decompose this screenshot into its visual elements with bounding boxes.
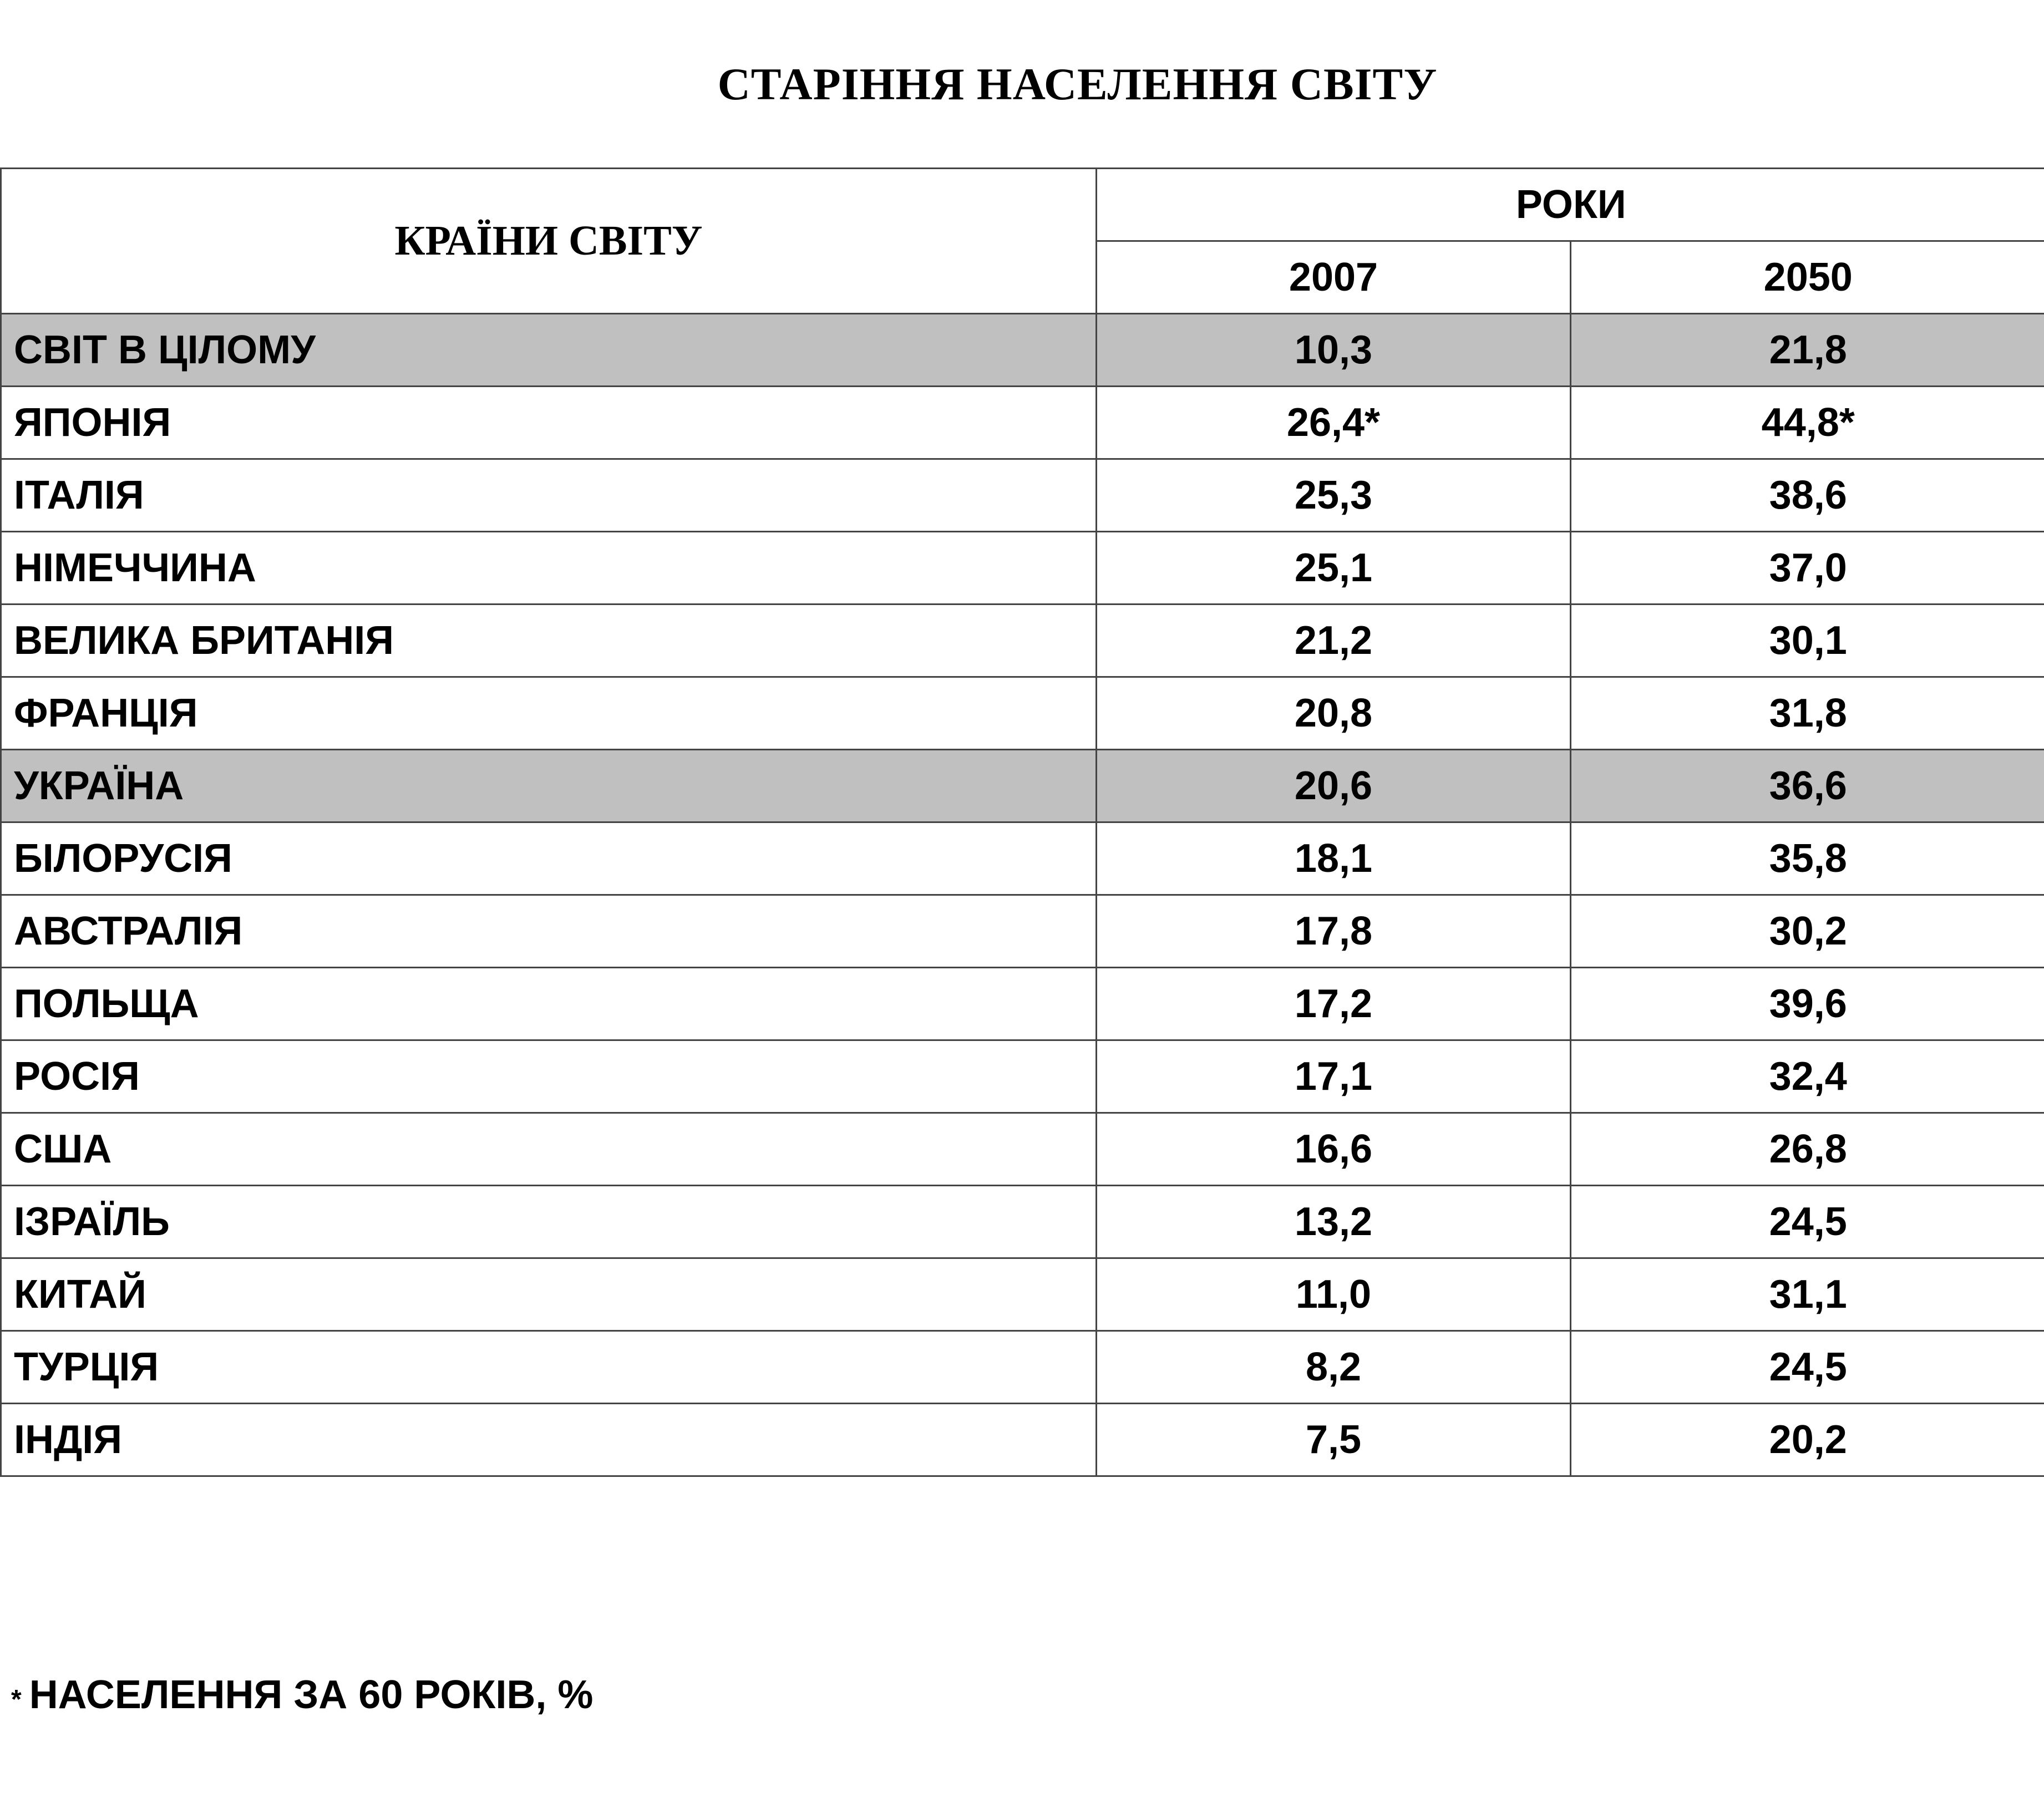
table-row [1,750,2044,822]
table-row [1,387,2044,459]
table-row [1,1113,2044,1186]
table-body [1,314,2044,1476]
value-2007-cell: 25,1 [1097,532,1571,605]
country-cell: ПОЛЬЩА [1,968,1097,1040]
country-cell: СВІТ В ЦІЛОМУ [1,314,1097,387]
footnote-text: НАСЕЛЕННЯ ЗА 60 РОКІВ, % [29,1673,594,1717]
table-row [1,677,2044,750]
table-row [1,532,2044,605]
value-2007-cell: 25,3 [1097,459,1571,532]
table-row [1,459,2044,532]
table-row [1,314,2044,387]
table-row [1,968,2044,1040]
value-2050-cell: 24,5 [1571,1186,2044,1258]
value-2050-cell: 30,1 [1571,605,2044,677]
table-row [1,822,2044,895]
value-2007-cell: 17,2 [1097,968,1571,1040]
footnote [11,1672,593,1718]
country-cell: ВЕЛИКА БРИТАНІЯ [1,605,1097,677]
table-row [1,895,2044,968]
country-cell: ФРАНЦІЯ [1,677,1097,750]
value-2007-cell: 21,2 [1097,605,1571,677]
country-cell: УКРАЇНА [1,750,1097,822]
value-2050-cell: 24,5 [1571,1331,2044,1404]
footnote-marker: * [11,1685,22,1714]
value-2007-cell: 10,3 [1097,314,1571,387]
value-2007-cell: 18,1 [1097,822,1571,895]
value-2050-cell: 37,0 [1571,532,2044,605]
value-2007-cell: 11,0 [1097,1258,1571,1331]
value-2050-cell: 30,2 [1571,895,2044,968]
country-cell: ІТАЛІЯ [1,459,1097,532]
value-2007-cell: 17,1 [1097,1040,1571,1113]
table-row [1,1186,2044,1258]
country-cell: РОСІЯ [1,1040,1097,1113]
value-2050-cell: 35,8 [1571,822,2044,895]
table-header [1,169,2044,314]
year-2007-header: 2007 [1097,241,1571,314]
aging-table [0,167,2044,1477]
country-cell: США [1,1113,1097,1186]
table-row [1,1040,2044,1113]
years-column-header: РОКИ [1097,169,2044,241]
table-row [1,1404,2044,1476]
country-cell: ІЗРАЇЛЬ [1,1186,1097,1258]
value-2050-cell: 20,2 [1571,1404,2044,1476]
value-2007-cell: 20,8 [1097,677,1571,750]
value-2007-cell: 8,2 [1097,1331,1571,1404]
country-cell: АВСТРАЛІЯ [1,895,1097,968]
page-title: СТАРІННЯ НАСЕЛЕННЯ СВІТУ [717,59,1438,109]
value-2050-cell: 44,8* [1571,387,2044,459]
value-2050-cell: 39,6 [1571,968,2044,1040]
year-2050-header: 2050 [1571,241,2044,314]
value-2050-cell: 36,6 [1571,750,2044,822]
value-2050-cell: 32,4 [1571,1040,2044,1113]
value-2007-cell: 17,8 [1097,895,1571,968]
country-cell: БІЛОРУСІЯ [1,822,1097,895]
country-cell: ТУРЦІЯ [1,1331,1097,1404]
value-2050-cell: 21,8 [1571,314,2044,387]
value-2007-cell: 7,5 [1097,1404,1571,1476]
country-cell: НІМЕЧЧИНА [1,532,1097,605]
value-2050-cell: 31,1 [1571,1258,2044,1331]
value-2007-cell: 26,4* [1097,387,1571,459]
value-2007-cell: 16,6 [1097,1113,1571,1186]
value-2050-cell: 31,8 [1571,677,2044,750]
table-row [1,605,2044,677]
country-cell: КИТАЙ [1,1258,1097,1331]
value-2007-cell: 13,2 [1097,1186,1571,1258]
table-row [1,1331,2044,1404]
countries-column-header: КРАЇНИ СВІТУ [1,169,1097,314]
header-row-top [1,169,2044,241]
value-2050-cell: 26,8 [1571,1113,2044,1186]
value-2050-cell: 38,6 [1571,459,2044,532]
table-row [1,1258,2044,1331]
country-cell: ЯПОНІЯ [1,387,1097,459]
country-cell: ІНДІЯ [1,1404,1097,1476]
value-2007-cell: 20,6 [1097,750,1571,822]
